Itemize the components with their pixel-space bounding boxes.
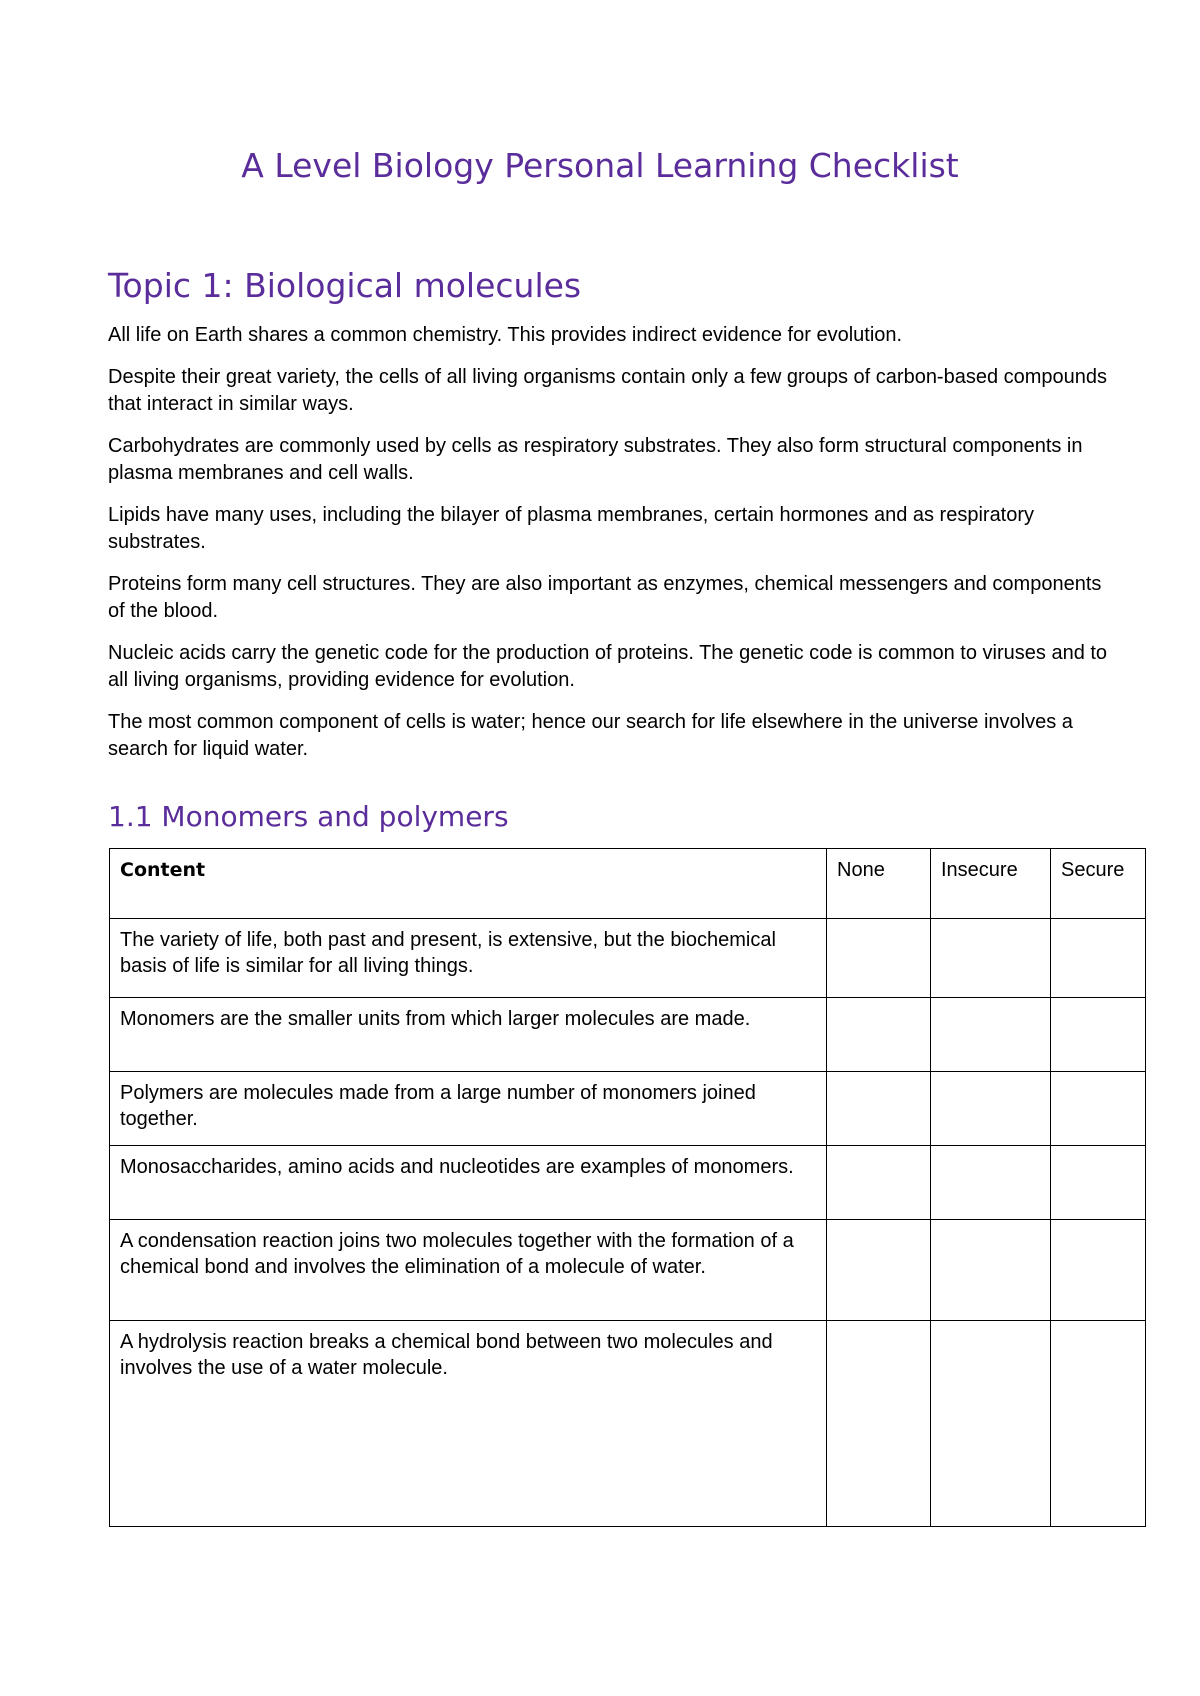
table-row [110, 1321, 1146, 1527]
row-content: The variety of life, both past and present, is extensive, but the biochemical basis of life is similar for all living things. [110, 919, 827, 998]
header-none: None [827, 849, 931, 919]
row-content: Monosaccharides, amino acids and nucleotides are examples of monomers. [110, 1146, 827, 1220]
checklist-table [109, 848, 1146, 1527]
row-content: A hydrolysis reaction breaks a chemical bond between two molecules and involves the use of a water molecule. [110, 1321, 827, 1527]
cell-insecure[interactable] [931, 1146, 1051, 1220]
cell-secure[interactable] [1051, 1321, 1146, 1527]
cell-insecure[interactable] [931, 1321, 1051, 1527]
cell-none[interactable] [827, 1220, 931, 1321]
document-title: A Level Biology Personal Learning Checklist [241, 146, 959, 185]
intro-paragraph: Proteins form many cell structures. They are also important as enzymes, chemical messengers and components of the blood. [108, 573, 1102, 622]
cell-none[interactable] [827, 1321, 931, 1527]
cell-secure[interactable] [1051, 1146, 1146, 1220]
intro-paragraph: Despite their great variety, the cells of all living organisms contain only a few groups of carbon-based compounds that interact in similar ways. [108, 366, 1108, 415]
cell-secure[interactable] [1051, 1072, 1146, 1146]
intro-paragraph: Nucleic acids carry the genetic code for the production of proteins. The genetic code is common to viruses and to all living organisms, providing evidence for evolution. [108, 642, 1108, 691]
cell-insecure[interactable] [931, 998, 1051, 1072]
table-row [110, 998, 1146, 1072]
cell-insecure[interactable] [931, 919, 1051, 998]
header-insecure: Insecure [931, 849, 1051, 919]
header-secure: Secure [1051, 849, 1146, 919]
header-content: Content [110, 849, 827, 919]
cell-secure[interactable] [1051, 1220, 1146, 1321]
cell-insecure[interactable] [931, 1072, 1051, 1146]
cell-secure[interactable] [1051, 998, 1146, 1072]
table-row [110, 1146, 1146, 1220]
row-content: A condensation reaction joins two molecules together with the formation of a chemical bond and involves the elimination of a molecule of water. [110, 1220, 827, 1321]
cell-none[interactable] [827, 1072, 931, 1146]
intro-paragraph: The most common component of cells is water; hence our search for life elsewhere in the universe involves a search for liquid water. [108, 711, 1073, 760]
table-row [110, 919, 1146, 998]
intro-paragraph: Lipids have many uses, including the bilayer of plasma membranes, certain hormones and as respiratory substrates. [108, 504, 1035, 553]
table-header-row [110, 849, 1146, 919]
topic-intro [108, 322, 1108, 778]
cell-insecure[interactable] [931, 1220, 1051, 1321]
cell-secure[interactable] [1051, 919, 1146, 998]
cell-none[interactable] [827, 919, 931, 998]
cell-none[interactable] [827, 998, 931, 1072]
intro-paragraph: All life on Earth shares a common chemistry. This provides indirect evidence for evolution. [108, 324, 903, 346]
table-row [110, 1072, 1146, 1146]
section-heading: 1.1 Monomers and polymers [108, 800, 509, 833]
row-content: Monomers are the smaller units from which larger molecules are made. [110, 998, 827, 1072]
table-row [110, 1220, 1146, 1321]
row-content: Polymers are molecules made from a large number of monomers joined together. [110, 1072, 827, 1146]
topic-heading: Topic 1: Biological molecules [108, 266, 582, 305]
intro-paragraph: Carbohydrates are commonly used by cells as respiratory substrates. They also form structural components in plasma membranes and cell walls. [108, 435, 1083, 484]
cell-none[interactable] [827, 1146, 931, 1220]
